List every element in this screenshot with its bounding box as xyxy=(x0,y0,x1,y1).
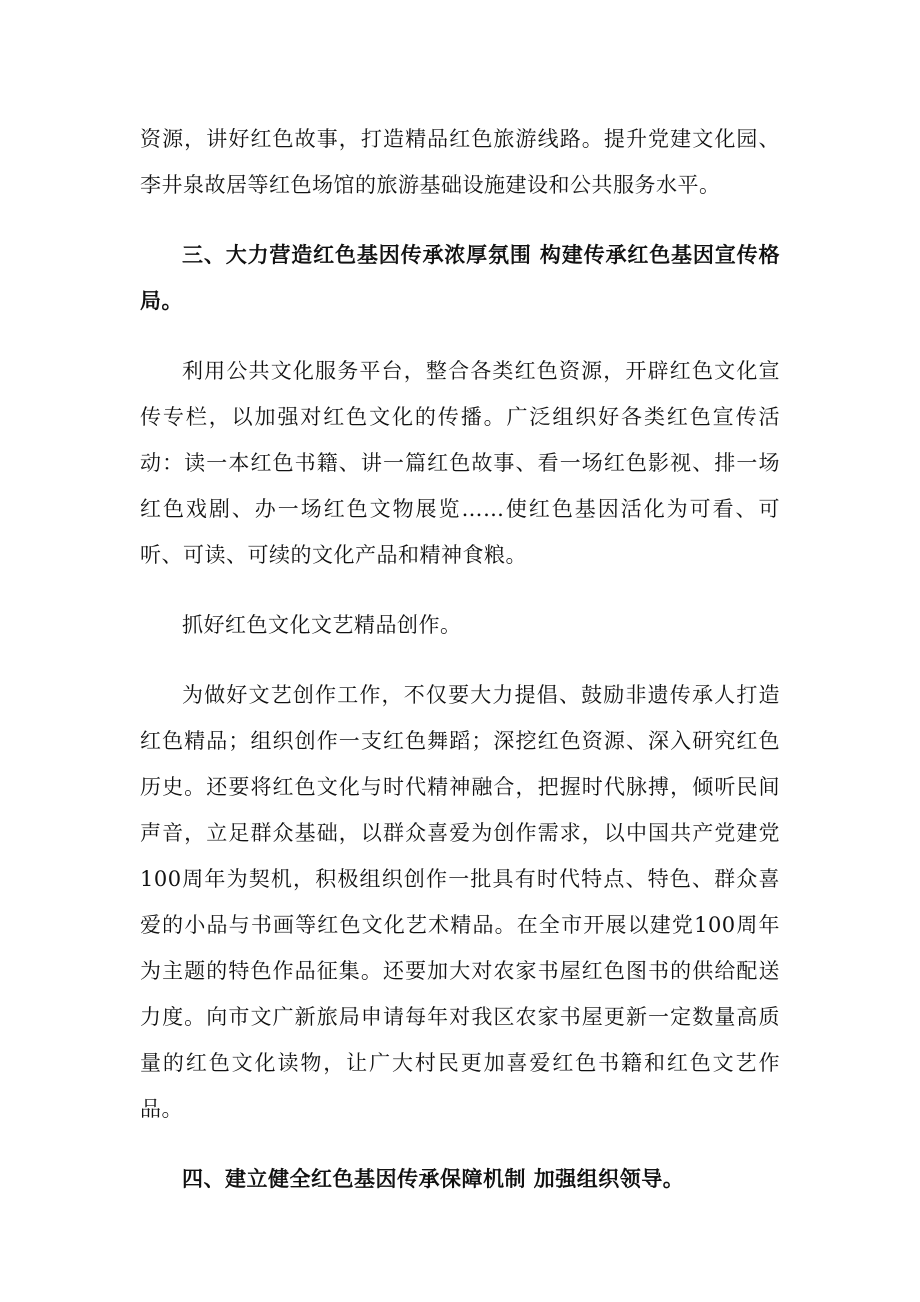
document-body xyxy=(140,116,780,1226)
paragraph-creation-title: 抓好红色文化文艺精品创作。 xyxy=(182,613,462,637)
paragraph-creation-body: 为做好文艺创作工作，不仅要大力提倡、鼓励非遗传承人打造红色精品；组织创作一支红色舞蹈；深挖红色资源、深入研究红色历史。还要将红色文化与时代精神融合，把握时代脉搏，倾听民间声音，立足群众基础，以群众喜爱为创作需求，以中国共产党建党100周年为契机，积极组织创作一批具有时代特点、特色、群众喜爱的小品与书画等红色文化艺术精品。在全市开展以建党100周年为主题的特色作品征集。还要加大对农家书屋红色图书的供给配送力度。向市文广新旅局申请每年对我区农家书屋更新一定数量高质量的红色文化读物，让广大村民更加喜爱红色书籍和红色文艺作品。 xyxy=(140,683,780,1121)
section-heading-4: 四、建立健全红色基因传承保障机制 加强组织领导。 xyxy=(182,1167,685,1191)
paragraph-cultural-platform: 利用公共文化服务平台，整合各类红色资源，开辟红色文化宣传专栏，以加强对红色文化的传播。广泛组织好各类红色宣传活动：读一本红色书籍、讲一篇红色故事、看一场红色影视、排一场红色戏剧、办一场红色文物展览……使红色基因活化为可看、可听、可读、可续的文化产品和精神食粮。 xyxy=(140,359,780,567)
section-heading-3: 三、大力营造红色基因传承浓厚氛围 构建传承红色基因宣传格局。 xyxy=(140,243,780,313)
paragraph-red-tourism: 资源，讲好红色故事，打造精品红色旅游线路。提升党建文化园、李井泉故居等红色场馆的旅游基础设施建设和公共服务水平。 xyxy=(140,127,780,197)
